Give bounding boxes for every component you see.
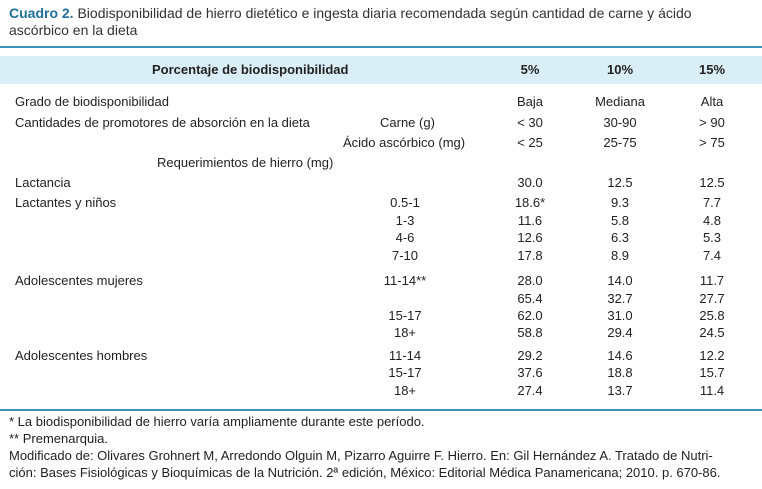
row-value-15: 5.3 bbox=[702, 230, 722, 245]
row-value-15: 24.5 bbox=[699, 325, 725, 340]
row-value-5: 37.6 bbox=[517, 365, 543, 380]
row-value-10: 14.6 bbox=[607, 348, 633, 363]
row-value-10: 9.3 bbox=[610, 195, 630, 210]
row-value-10: 5.8 bbox=[610, 213, 630, 228]
footnote-1: * La biodisponibilidad de hierro varía ampliamente durante este período. bbox=[9, 414, 425, 429]
acido-15: > 75 bbox=[699, 135, 725, 150]
header-title: Porcentaje de biodisponibilidad bbox=[152, 62, 349, 77]
row-value-5: 17.8 bbox=[517, 248, 543, 263]
row-value-15: 15.7 bbox=[699, 365, 725, 380]
row-sub-label: 1-3 bbox=[395, 213, 415, 228]
row-sub-label: 0.5-1 bbox=[390, 195, 420, 210]
row-value-10: 32.7 bbox=[607, 291, 633, 306]
caption-text: Biodisponibilidad de hierro dietético e ingesta diaria recomendada según cantidad de carne y ácido ascórbico en la dieta bbox=[9, 5, 692, 38]
carne-5: < 30 bbox=[517, 115, 543, 130]
row-sub-label: 15-17 bbox=[388, 365, 422, 380]
row-value-10: 12.5 bbox=[607, 175, 633, 190]
row-value-5: 65.4 bbox=[517, 291, 543, 306]
grado-label: Grado de biodisponibilidad bbox=[15, 94, 169, 109]
table-caption bbox=[9, 5, 754, 39]
row-value-10: 6.3 bbox=[610, 230, 630, 245]
row-value-15: 4.8 bbox=[702, 213, 722, 228]
header-col-15: 15% bbox=[698, 62, 726, 77]
row-value-10: 31.0 bbox=[607, 308, 633, 323]
promotores-label: Cantidades de promotores de absorción en la dieta bbox=[15, 115, 310, 130]
row-group-label: Lactantes y niños bbox=[15, 195, 117, 210]
row-group-label: Adolescentes mujeres bbox=[15, 273, 143, 288]
grado-10: Mediana bbox=[595, 94, 645, 109]
source-line-1: Modificado de: Olivares Grohnert M, Arredondo Olguin M, Pizarro Aguirre F. Hierro. En: Gil Hernández A. Tratado de Nutri- bbox=[9, 448, 713, 463]
row-value-5: 28.0 bbox=[517, 273, 543, 288]
row-value-5: 30.0 bbox=[517, 175, 543, 190]
row-sub-label: 4-6 bbox=[395, 230, 415, 245]
row-value-15: 12.2 bbox=[699, 348, 725, 363]
row-sub-label: 18+ bbox=[393, 383, 417, 398]
row-value-5: 11.6 bbox=[517, 213, 543, 228]
row-value-5: 27.4 bbox=[517, 383, 543, 398]
source-line-2: ción: Bases Fisiológicas y Bioquímicas de la Nutrición. 2ª edición, México: Editorial Médica Panamericana; 2010. p. 670-86. bbox=[9, 465, 721, 480]
header-col-5: 5% bbox=[520, 62, 540, 77]
footnote-2: ** Premenarquia. bbox=[9, 431, 108, 446]
row-sub-label: 15-17 bbox=[388, 308, 422, 323]
row-value-5: 29.2 bbox=[517, 348, 543, 363]
acido-5: < 25 bbox=[517, 135, 543, 150]
row-group-label: Adolescentes hombres bbox=[15, 348, 148, 363]
caption-label: Cuadro 2. bbox=[9, 5, 74, 21]
carne-label: Carne (g) bbox=[380, 115, 435, 130]
top-rule bbox=[0, 46, 762, 48]
row-value-10: 14.0 bbox=[607, 273, 633, 288]
grado-15: Alta bbox=[700, 94, 724, 109]
row-value-15: 11.7 bbox=[699, 273, 725, 288]
row-value-5: 58.8 bbox=[517, 325, 543, 340]
carne-15: > 90 bbox=[699, 115, 725, 130]
acido-label: Ácido ascórbico (mg) bbox=[343, 135, 466, 150]
row-sub-label: 7-10 bbox=[391, 248, 419, 263]
row-value-5: 18.6* bbox=[514, 195, 546, 210]
row-value-10: 18.8 bbox=[607, 365, 633, 380]
acido-10: 25-75 bbox=[603, 135, 637, 150]
grado-5: Baja bbox=[516, 94, 544, 109]
row-value-5: 62.0 bbox=[517, 308, 543, 323]
row-value-15: 11.4 bbox=[699, 383, 725, 398]
row-value-10: 8.9 bbox=[610, 248, 630, 263]
row-value-10: 13.7 bbox=[607, 383, 633, 398]
row-sub-label: 11-14 bbox=[388, 348, 422, 363]
row-group-label: Lactancia bbox=[15, 175, 71, 190]
row-sub-label: 11-14** bbox=[383, 273, 427, 288]
carne-10: 30-90 bbox=[603, 115, 637, 130]
bottom-rule bbox=[0, 409, 762, 411]
row-value-10: 29.4 bbox=[607, 325, 633, 340]
footnotes bbox=[9, 413, 757, 481]
row-value-15: 12.5 bbox=[699, 175, 725, 190]
row-value-15: 7.4 bbox=[702, 248, 722, 263]
row-value-15: 27.7 bbox=[699, 291, 725, 306]
row-value-15: 7.7 bbox=[702, 195, 722, 210]
row-sub-label: 18+ bbox=[393, 325, 417, 340]
requerimientos-label: Requerimientos de hierro (mg) bbox=[157, 155, 334, 170]
row-value-5: 12.6 bbox=[517, 230, 543, 245]
row-value-15: 25.8 bbox=[699, 308, 725, 323]
header-col-10: 10% bbox=[606, 62, 634, 77]
